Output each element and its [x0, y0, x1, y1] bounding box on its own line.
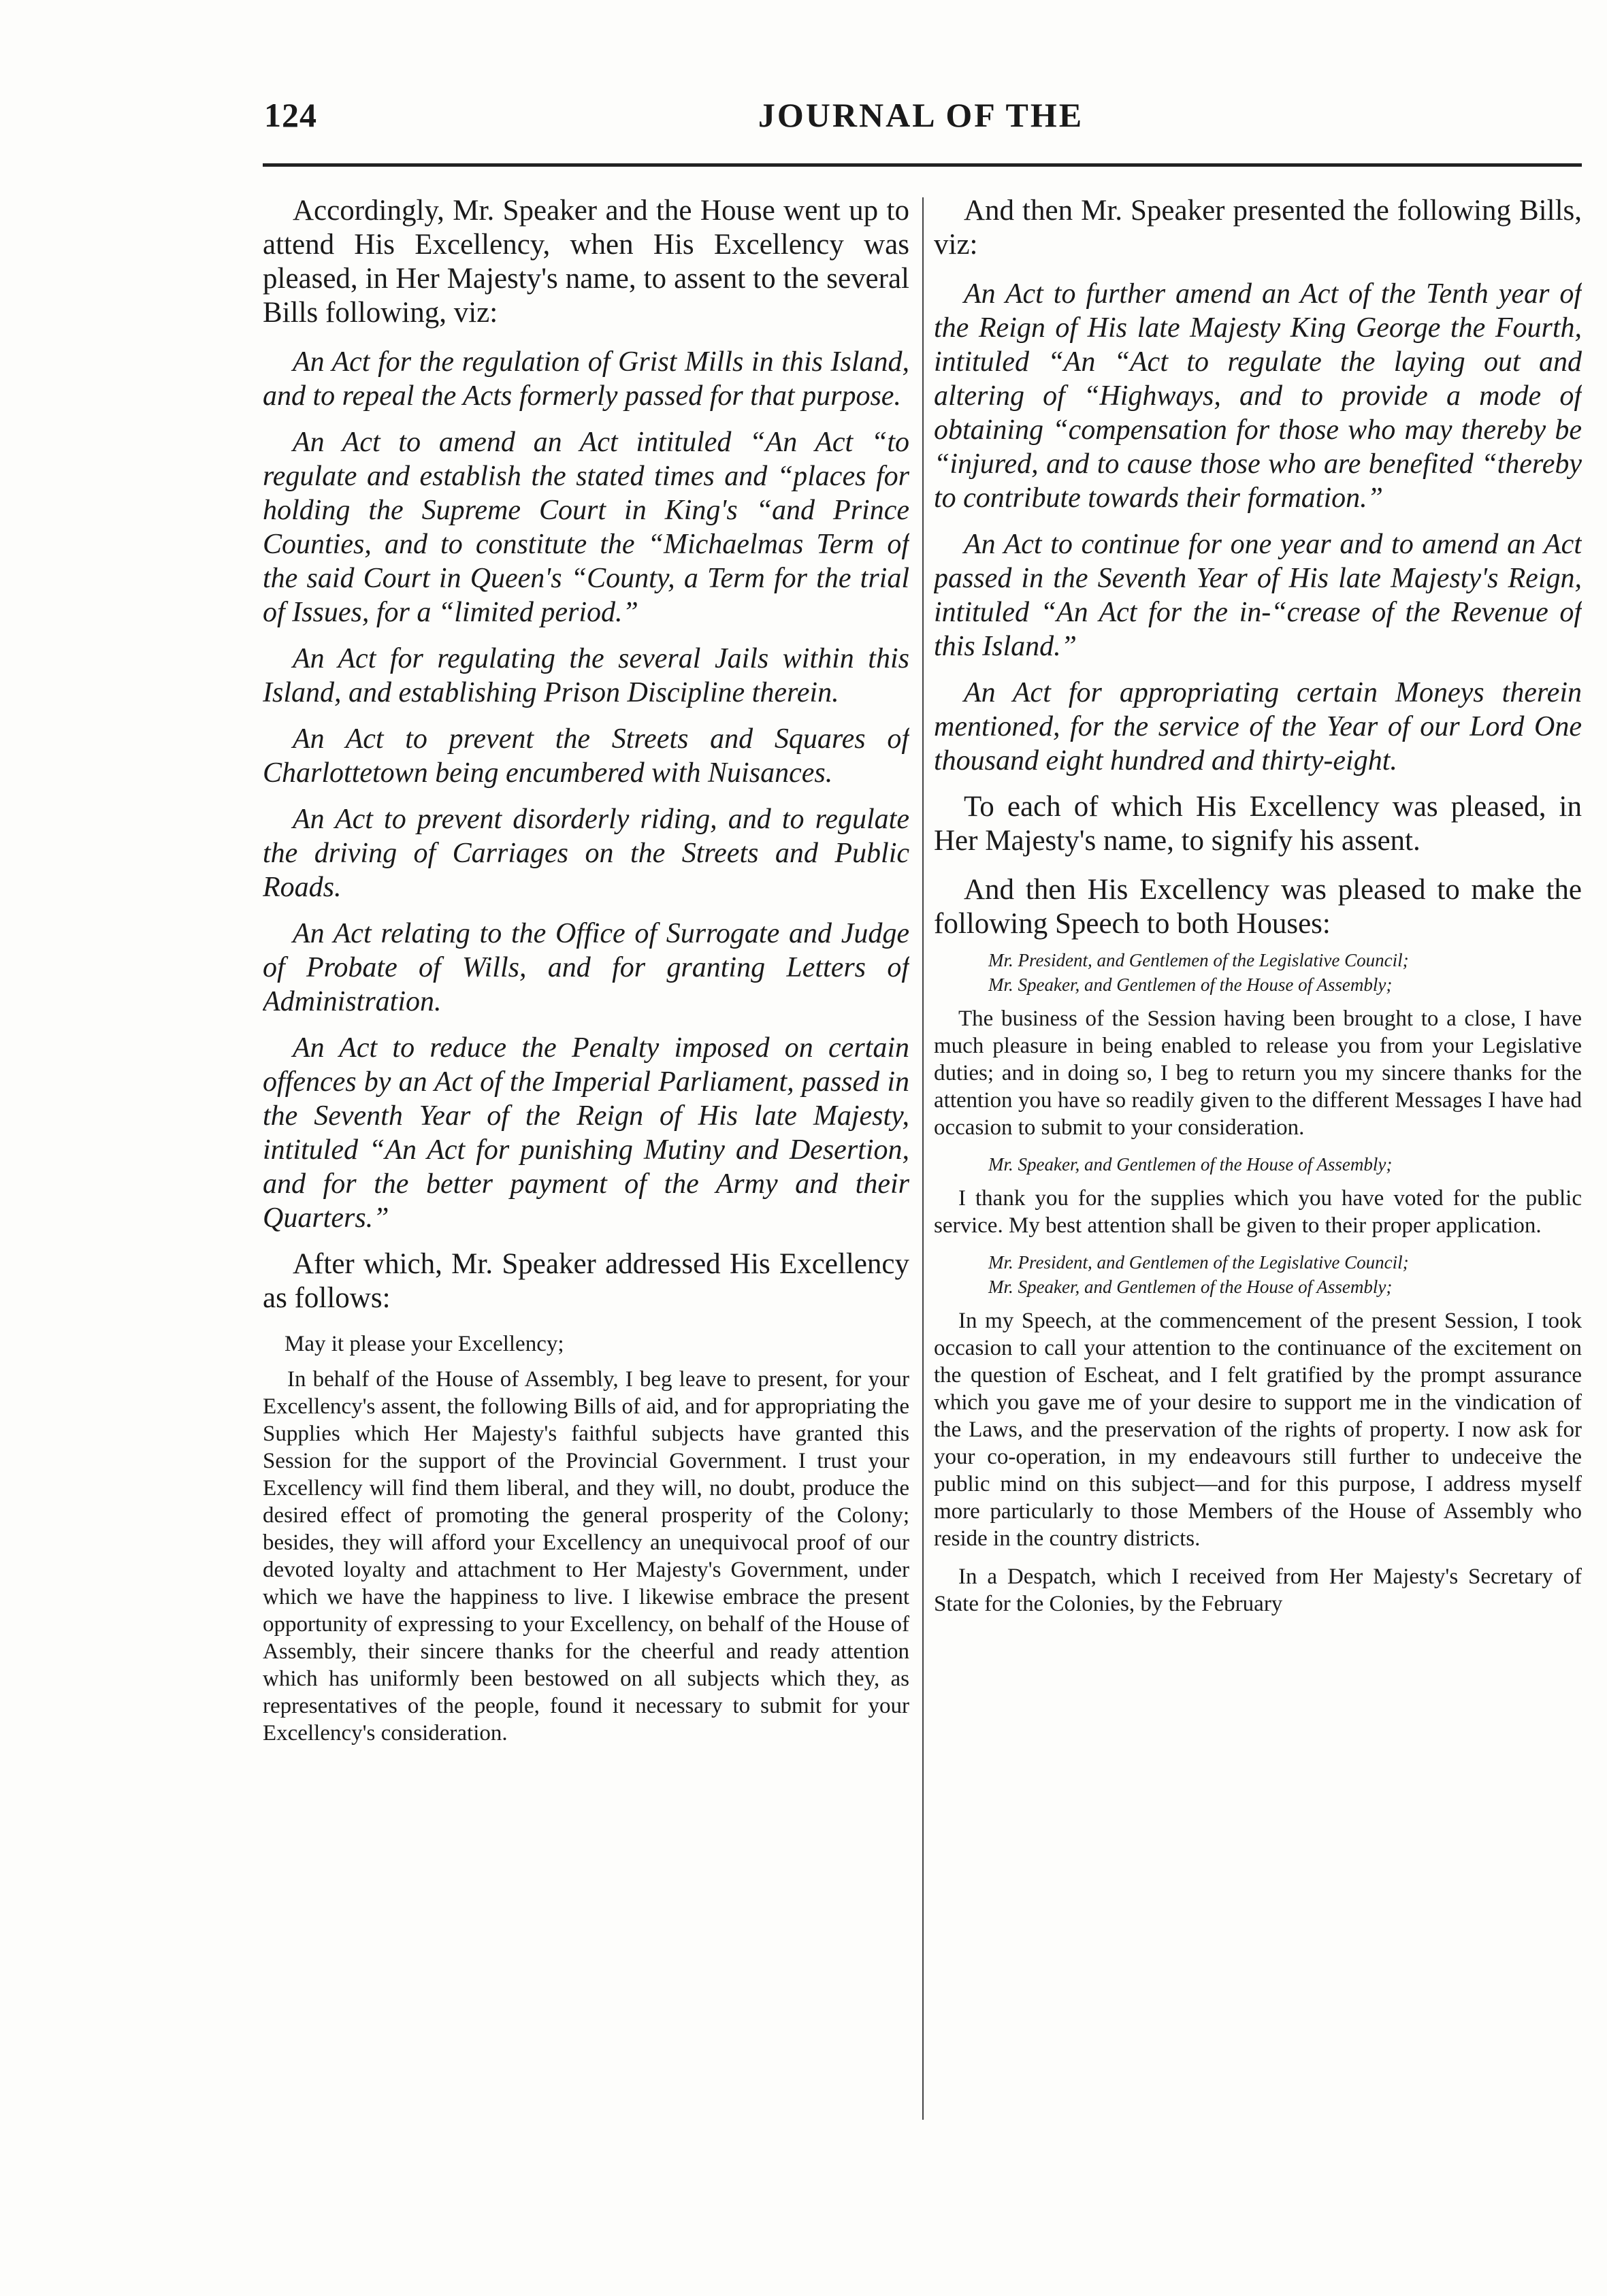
page-header: [264, 95, 1578, 143]
act-disorderly-riding: An Act to prevent disorderly riding, and to regulate the driving of Carriages on the Streets and Public Roads.: [263, 804, 909, 903]
speech-intro: And then His Excellency was pleased to make the following Speech to both Houses:: [934, 874, 1582, 940]
address-salutation: May it please your Excellency;: [285, 1332, 564, 1356]
speech-paragraph-1: The business of the Session having been brought to a close, I have much pleasure in being enabled to release you from your Legislative duties; and in doing so, I beg to return you my sincere thanks for the attention you have so readily given to the different Messages I have had occasion to submit to your consideration.: [934, 1006, 1582, 1140]
salutation-assembly-2: Mr. Speaker, and Gentlemen of the House of Assembly;: [988, 1154, 1393, 1175]
act-supreme-court: An Act to amend an Act intituled “An Act “to regulate and establish the stated times and “places for holding the Supreme Court in King's “and Prince Counties, and to constitute the “Michaelmas Term of the said Court in Queen's “County, a Term for the trial of Issues, for a “limited period.”: [263, 427, 909, 628]
salutation-assembly: Mr. Speaker, and Gentlemen of the House of Assembly;: [988, 974, 1393, 995]
act-revenue: An Act to continue for one year and to amend an Act passed in the Seventh Year of His late Majesty's Reign, intituled “An Act for the in-“crease of the Revenue of this Island.”: [934, 529, 1582, 662]
act-highways: An Act to further amend an Act of the Tenth year of the Reign of His late Majesty King George the Fourth, intituled “An “Act to regulate the laying out and altering of “Highways, and to provide a mode of obtaining “compensation for those who may thereby be “injured, and to cause those who are benefited “thereby to contribute towards their formation.”: [934, 278, 1582, 514]
column-divider: [922, 197, 924, 2120]
assent-text: To each of which His Excellency was pleased, in Her Majesty's name, to signify his assent.: [934, 791, 1582, 857]
act-appropriating: An Act for appropriating certain Moneys therein mentioned, for the service of the Year of our Lord One thousand eight hundred and thirty-eight.: [934, 677, 1582, 776]
left-column: [263, 194, 909, 2133]
act-penalty: An Act to reduce the Penalty imposed on certain offences by an Act of the Imperial Parliament, passed in the Seventh Year of the Reign of His late Majesty, intituled “An Act for punishing Mutiny and Desertion, and for the better payment of the Army and their Quarters.”: [263, 1032, 909, 1234]
salutation-council-3: Mr. President, and Gentlemen of the Legislative Council;: [988, 1252, 1409, 1273]
header-rule: [263, 163, 1582, 167]
act-grist-mills: An Act for the regulation of Grist Mills in this Island, and to repeal the Acts formerly passed for that purpose.: [263, 346, 909, 412]
right-intro: And then Mr. Speaker presented the following Bills, viz:: [934, 195, 1582, 261]
speech-paragraph-4: In a Despatch, which I received from Her Majesty's Secretary of State for the Colonies, by the February: [934, 1564, 1582, 1616]
after-which: After which, Mr. Speaker addressed His Excellency as follows:: [263, 1248, 909, 1314]
page-number: 124: [264, 96, 317, 134]
act-nuisances: An Act to prevent the Streets and Squares of Charlottetown being encumbered with Nuisances.: [263, 723, 909, 789]
address-body: In behalf of the House of Assembly, I beg leave to present, for your Excellency's assent, the following Bills of aid, and for appropriating the Supplies which Her Majesty's faithful subjects have granted this Session for the support of the Provincial Government. I trust your Excellency will find them liberal, and they will, no doubt, produce the desired effect of promoting the general prosperity of the Colony; besides, they will afford your Excellency an unequivocal proof of our devoted loyalty and attachment to Her Majesty's Government, under which we have the happiness to live. I likewise embrace the present opportunity of expressing to your Excellency, on behalf of the House of Assembly, their sincere thanks for the cheerful and ready attention which has uniformly been bestowed on all subjects which they, as representatives of the people, found it necessary to submit for your Excellency's consideration.: [263, 1367, 909, 1745]
speech-paragraph-2: I thank you for the supplies which you have voted for the public service. My best attention shall be given to their proper application.: [934, 1186, 1582, 1238]
salutation-assembly-3: Mr. Speaker, and Gentlemen of the House of Assembly;: [988, 1277, 1393, 1297]
right-column: [934, 194, 1582, 2133]
salutation-council: Mr. President, and Gentlemen of the Legislative Council;: [988, 950, 1409, 970]
left-intro: Accordingly, Mr. Speaker and the House went up to attend His Excellency, when His Excellency was pleased, in Her Majesty's name, to assent to the several Bills following, viz:: [263, 195, 909, 329]
act-jails: An Act for regulating the several Jails within this Island, and establishing Prison Discipline therein.: [263, 643, 909, 708]
act-surrogate: An Act relating to the Office of Surrogate and Judge of Probate of Wills, and for granting Letters of Administration.: [263, 918, 909, 1017]
running-title: JOURNAL OF THE: [758, 96, 1084, 134]
speech-paragraph-3: In my Speech, at the commencement of the present Session, I took occasion to call your attention to the continuance of the excitement on the question of Escheat, and I felt gratified by the prompt assurance which you gave me of your desire to support me in the vindication of the Laws, and the preservation of the rights of property. I now ask for your co-operation, in my endeavours still further to undeceive the public mind on this subject—and for this purpose, I address myself more particularly to those Members of the House of Assembly who reside in the country districts.: [934, 1309, 1582, 1551]
